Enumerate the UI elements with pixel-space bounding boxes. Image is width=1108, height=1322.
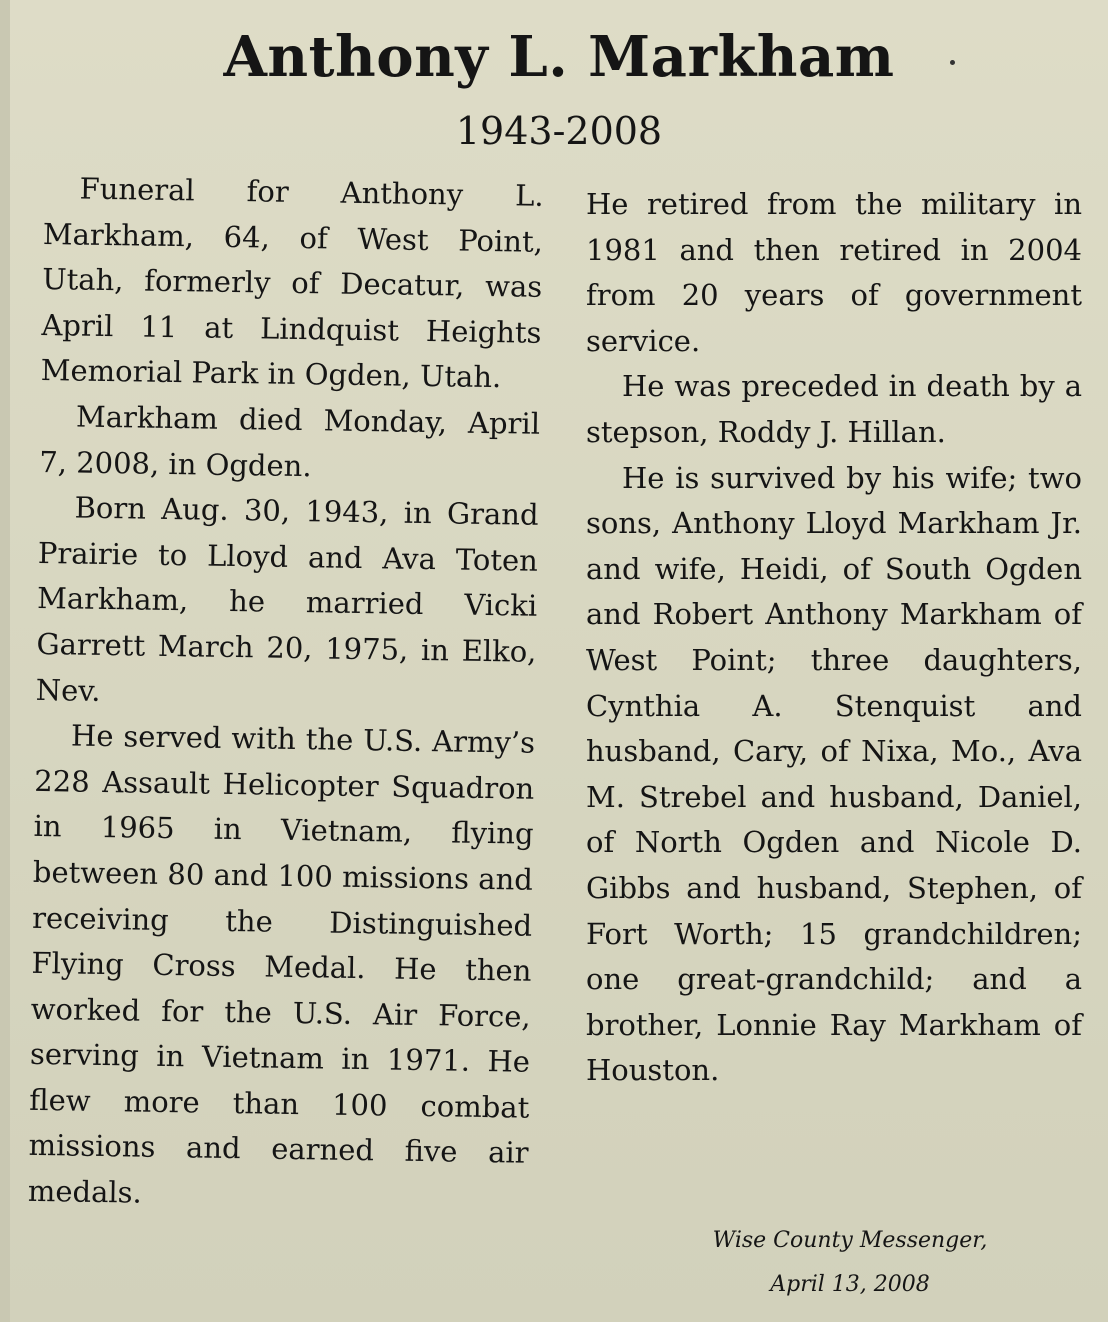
paragraph-death: Markham died Monday, April 7, 2008, in Ogden.: [39, 399, 541, 483]
obituary-years: 1943-2008: [455, 109, 663, 153]
paragraph-funeral: Funeral for Anthony L. Markham, 64, of West Point, Utah, formerly of Decatur, was April 11 at Lindquist Heights Memorial Park in Ogden, Utah.: [40, 171, 544, 395]
right-column: [586, 182, 1082, 1094]
source-date: April 13, 2008: [770, 1272, 930, 1297]
paragraph-survivors: He is survived by his wife; two sons, Anthony Lloyd Markham Jr. and wife, Heidi, of South Ogden and Robert Anthony Markham of West Point; three daughters, Cynthia A. Stenquist and husband, Cary, of Nixa, Mo., Ava M. Strebel and husband, Daniel, of North Ogden and Nicole D. Gibbs and husband, Stephen, of Fort Worth; 15 grandchildren; one great-grandchild; and a brother, Lonnie Ray Markham of Houston.: [586, 460, 1082, 1088]
paragraph-preceded: He was preceded in death by a stepson, Roddy J. Hillan.: [586, 369, 1082, 449]
source-newspaper: Wise County Messenger,: [712, 1228, 988, 1253]
paragraph-birth: Born Aug. 30, 1943, in Grand Prairie to Lloyd and Ava Toten Markham, he married Vicki Garrett March 20, 1975, in Elko, Nev.: [35, 490, 539, 708]
obituary-name: Anthony L. Markham: [223, 24, 895, 90]
left-column: [28, 166, 544, 1222]
paragraph-retirement: He retired from the military in 1981 and then retired in 2004 from 20 years of government service.: [586, 187, 1082, 358]
paragraph-service: He served with the U.S. Army’s 228 Assault Helicopter Squadron in 1965 in Vietnam, flying between 80 and 100 missions and receiving the Distinguished Flying Cross Medal. He then worked for the U.S. Air Force, serving in Vietnam in 1971. He flew more than 100 combat missions and earned five air medals.: [27, 718, 536, 1210]
